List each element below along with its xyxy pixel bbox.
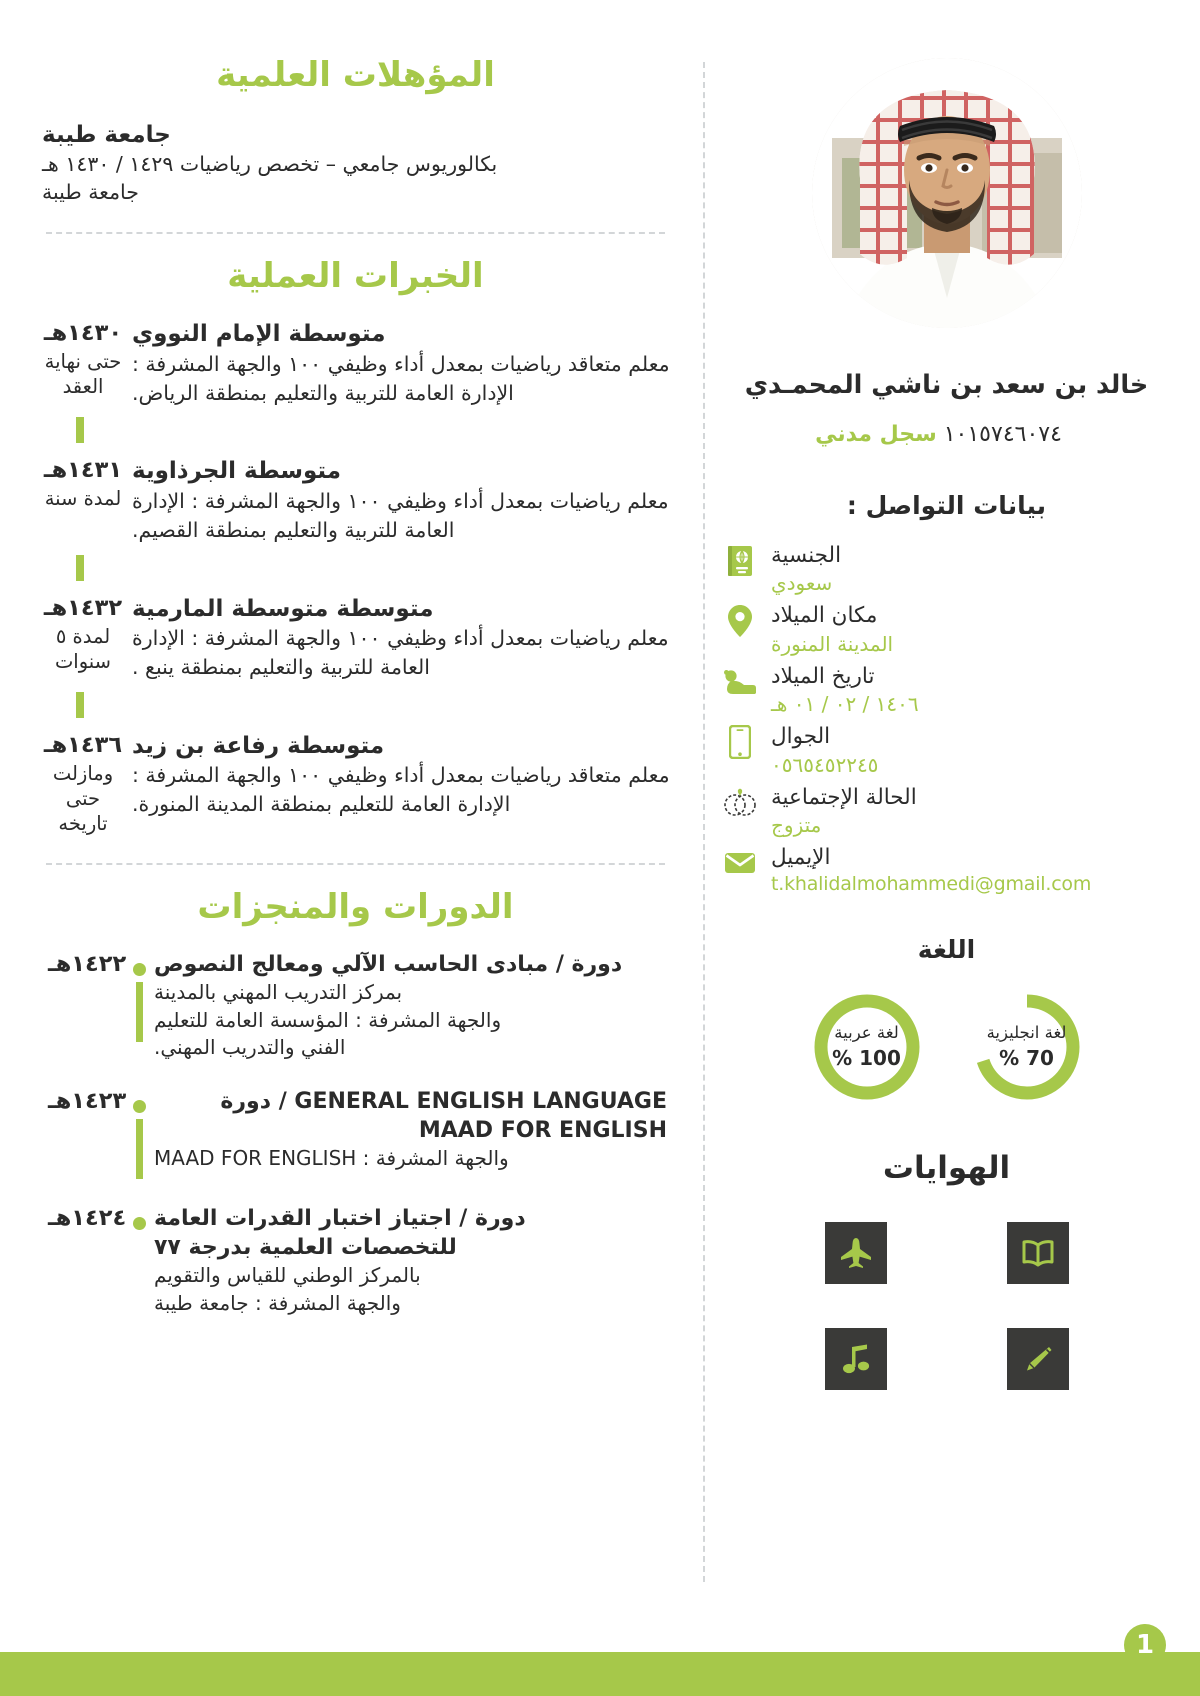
course-timeline-rail: [130, 1205, 148, 1236]
timeline-dot: [133, 1217, 146, 1230]
course-year: ١٤٢٢هـ: [48, 950, 127, 977]
personal-column: [705, 0, 1200, 1652]
hobby-item-music: [825, 1328, 887, 1390]
contact-row-mobile: [723, 723, 1170, 781]
contact-value: ٠٥٦٥٤٥٢٢٤٥: [771, 752, 879, 777]
experience-description: معلم رياضيات بمعدل أداء وظيفي ١٠٠ والجهة المشرفة : الإدارة العامة للتربية والتعليم بمنطقة القصيم.: [132, 489, 669, 542]
experience-year: ١٤٣٦هـ: [43, 731, 123, 758]
experience-item: [34, 457, 677, 544]
avatar: [812, 58, 1082, 328]
timeline-marker: [76, 692, 84, 718]
course-item: [34, 1088, 677, 1179]
contact-value: سعودي: [771, 571, 833, 596]
hobby-item-writing: [1007, 1328, 1069, 1390]
baby-icon: [723, 665, 757, 699]
language-donut-arabic: [810, 990, 924, 1104]
course-item: [34, 951, 677, 1062]
education-section-title: المؤهلات العلمية: [216, 55, 495, 95]
full-name: خالد بن سعد بن ناشي المحمـدي: [744, 370, 1149, 400]
experience-item: [34, 595, 677, 682]
experience-school: متوسطة رفاعة بن زيد: [132, 732, 385, 759]
language-donut-english: [970, 990, 1084, 1104]
language-percent: 70 %: [999, 1045, 1054, 1070]
course-title-line2: MAAD FOR ENGLISH: [418, 1117, 667, 1143]
experience-item: [34, 732, 677, 837]
contact-label: الإيميل: [771, 844, 831, 870]
contact-label: تاريخ الميلاد: [771, 663, 875, 689]
civil-id-row: [723, 422, 1170, 447]
contact-section-title: بيانات التواصل :: [846, 491, 1047, 520]
timeline-dot: [133, 1100, 146, 1113]
open-book-icon: [1021, 1238, 1055, 1268]
civil-id-label: سجل مدني: [815, 422, 937, 447]
experience-duration: حتى نهاية العقد: [44, 350, 122, 399]
contact-label: الجنسية: [771, 543, 842, 568]
experience-year: ١٤٣٢هـ: [43, 594, 123, 621]
courses-list: [34, 951, 677, 1318]
section-divider: [46, 863, 665, 865]
hobby-item-travel: [825, 1222, 887, 1284]
course-detail: والجهة المشرفة : جامعة طيبة: [154, 1290, 401, 1315]
mobile-phone-icon: [723, 725, 757, 759]
experience-list: [34, 320, 677, 836]
course-title-line2: للتخصصات العلمية بدرجة ٧٧: [154, 1234, 457, 1260]
language-chart-row: [723, 990, 1170, 1104]
timeline-marker: [76, 417, 84, 443]
footer-bar: [0, 1652, 1200, 1696]
airplane-icon: [839, 1237, 873, 1269]
course-detail: بالمركز الوطني للقياس والتقويم: [154, 1263, 421, 1288]
passport-icon: [723, 544, 757, 578]
contact-label: مكان الميلاد: [771, 603, 878, 629]
experience-item: [34, 320, 677, 407]
education-detail-line: جامعة طيبة: [42, 180, 139, 205]
experience-separator-row: [34, 686, 677, 728]
course-title: دورة / GENERAL ENGLISH LANGUAGE: [220, 1088, 667, 1114]
contact-label: الجوال: [771, 724, 831, 750]
timeline-marker: [76, 555, 84, 581]
experience-year: ١٤٣٠هـ: [43, 320, 123, 347]
course-year: ١٤٢٣هـ: [48, 1087, 127, 1114]
experience-duration: لمدة ٥ سنوات: [54, 624, 112, 673]
contact-row-marital: [723, 784, 1170, 842]
course-title: دورة / اجتياز اختبار القدرات العامة: [154, 1205, 526, 1231]
course-detail: والجهة المشرفة : MAAD FOR ENGLISH: [154, 1146, 509, 1171]
language-name: لغة انجليزية: [986, 1023, 1067, 1043]
section-divider: [46, 232, 665, 234]
contact-list: [723, 542, 1170, 901]
experience-duration: لمدة سنة: [44, 487, 122, 511]
experience-year: ١٤٣١هـ: [43, 457, 123, 484]
rings-icon: [723, 786, 757, 820]
course-detail: بمركز التدريب المهني بالمدينة: [154, 980, 403, 1005]
location-pin-icon: [723, 604, 757, 638]
contact-label: الحالة الإجتماعية: [771, 784, 917, 810]
timeline-line: [136, 1119, 143, 1179]
contact-row-birthplace: [723, 602, 1170, 660]
contact-value: ١٤٠٦ / ٠٢ / ٠١ هـ: [771, 692, 919, 717]
hobby-item-reading: [1007, 1222, 1069, 1284]
hobbies-grid: [723, 1222, 1170, 1390]
course-year: ١٤٢٤هـ: [48, 1204, 127, 1231]
courses-section-title: الدورات والمنجزات: [197, 886, 514, 927]
course-title: دورة / مبادى الحاسب الآلي ومعالج النصوص: [154, 951, 623, 977]
profile-photo-illustration: [812, 58, 1082, 328]
course-detail: والجهة المشرفة : المؤسسة العامة للتعليم: [154, 1007, 502, 1032]
course-item: [34, 1205, 677, 1317]
contact-value: المدينة المنورة: [771, 631, 894, 656]
timeline-dot: [133, 963, 146, 976]
course-timeline-rail: [130, 1088, 148, 1179]
language-section-title: اللغة: [917, 934, 976, 964]
contact-value: متزوج: [771, 812, 822, 837]
civil-id-value: ١٠١٥٧٤٦٠٧٤: [943, 422, 1062, 447]
language-name: لغة عربية: [834, 1023, 899, 1043]
page-number-badge: 1: [1124, 1624, 1166, 1666]
music-note-icon: [841, 1343, 871, 1375]
education-detail-line: بكالوريوس جامعي – تخصص رياضيات ١٤٢٩ / ١٤٣٠ هـ: [42, 151, 498, 176]
education-entry: [34, 121, 677, 206]
contact-row-email[interactable]: [723, 844, 1170, 901]
experience-school: متوسطة الجرذاوية: [132, 458, 341, 485]
experience-section-title: الخبرات العملية: [227, 256, 484, 297]
contact-row-nationality: [723, 542, 1170, 600]
experience-school: متوسطة الإمام النووي: [132, 321, 386, 348]
experience-school: متوسطة متوسطة المارمية: [132, 595, 434, 622]
course-timeline-rail: [130, 951, 148, 1042]
language-percent: 100 %: [832, 1045, 901, 1070]
envelope-icon: [723, 846, 757, 880]
hobbies-section-title: الهوايات: [882, 1149, 1011, 1186]
experience-duration: ومازلت حتى تاريخه: [52, 761, 114, 835]
course-detail: الفني والتدريب المهني.: [154, 1035, 346, 1060]
contact-value-email[interactable]: t.khalidalmohammedi@gmail.com: [771, 873, 1092, 896]
experience-separator-row: [34, 411, 677, 453]
contact-row-birthdate: [723, 663, 1170, 721]
experience-description: معلم متعاقد رياضيات بمعدل أداء وظيفي ١٠٠ والجهة المشرفة : الإدارة العامة للتربية والتعليم بمنطقة الرياض.: [132, 352, 670, 405]
pencil-icon: [1022, 1344, 1054, 1374]
experience-separator-row: [34, 549, 677, 591]
experience-description: معلم رياضيات بمعدل أداء وظيفي ١٠٠ والجهة المشرفة : الإدارة العامة للتربية والتعليم بمنطقة ينبع .: [132, 626, 669, 679]
experience-description: معلم متعاقد رياضيات بمعدل أداء وظيفي ١٠٠ والجهة المشرفة : الإدارة العامة للتعليم بمنطقة المدينة المنورة.: [132, 763, 670, 817]
education-organization: جامعة طيبة: [42, 122, 171, 148]
timeline-line: [136, 982, 143, 1042]
